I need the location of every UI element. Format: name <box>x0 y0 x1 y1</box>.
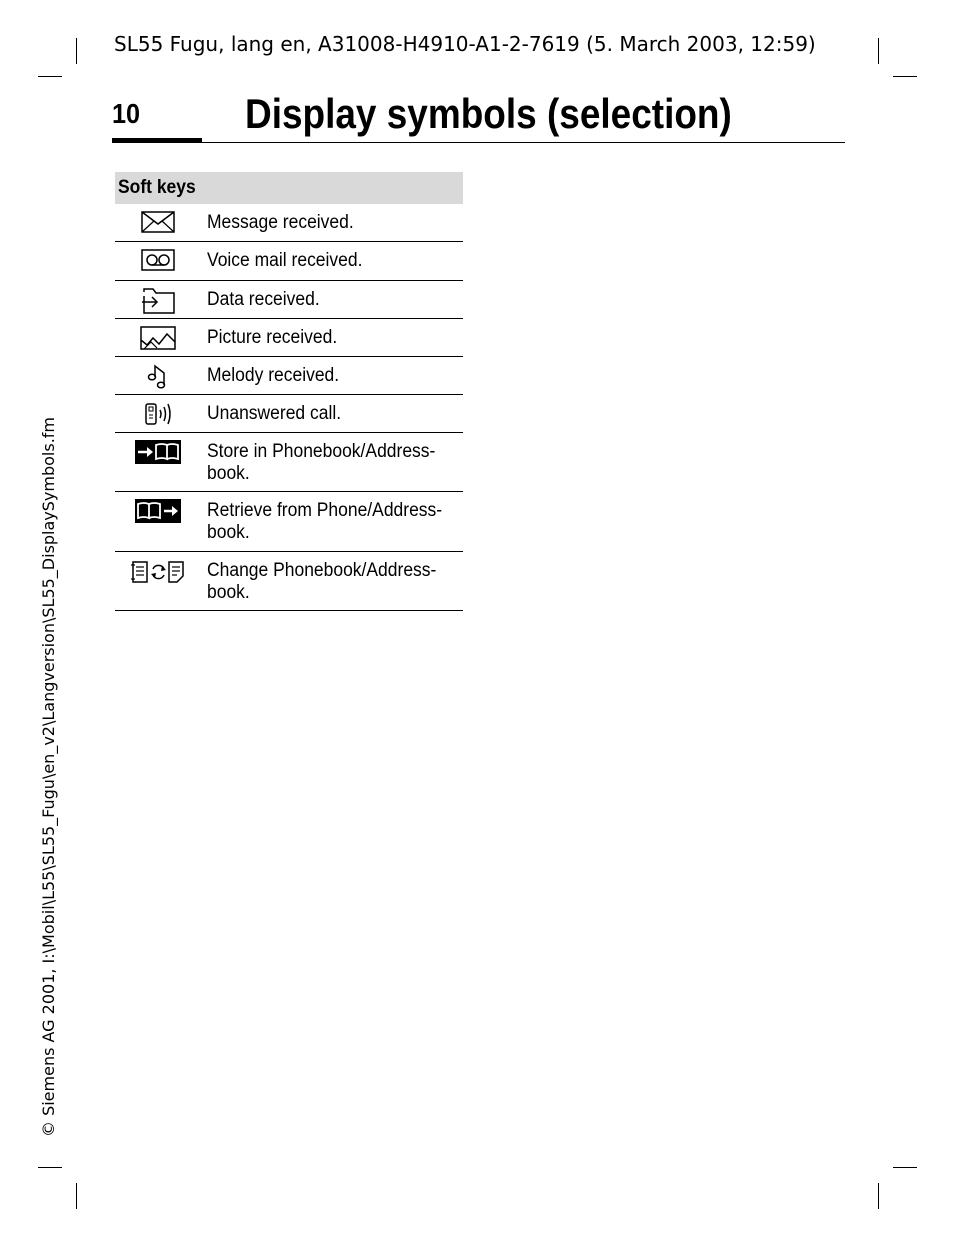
table-row <box>115 395 463 433</box>
table-row <box>115 281 463 319</box>
row-description: Data received. <box>207 289 320 310</box>
table-row <box>115 204 463 242</box>
change-phonebook-icon <box>115 552 201 585</box>
row-description: Message received. <box>207 212 354 233</box>
envelope-icon <box>115 204 201 233</box>
melody-icon <box>115 357 201 390</box>
row-description: Unanswered call. <box>207 403 342 424</box>
crop-mark <box>38 1167 62 1168</box>
row-description: Retrieve from Phone/Address- book. <box>207 500 443 543</box>
row-description: Voice mail received. <box>207 250 363 271</box>
table-row <box>115 319 463 357</box>
page-number: 10 <box>112 98 141 129</box>
running-header: SL55 Fugu, lang en, A31008-H4910-A1-2-7619 (5. March 2003, 12:59) <box>114 32 816 56</box>
table-header <box>115 172 463 204</box>
crop-mark <box>76 38 77 64</box>
table-row <box>115 492 463 552</box>
row-description: Melody received. <box>207 365 340 386</box>
crop-mark <box>893 1167 917 1168</box>
retrieve-phonebook-icon <box>115 492 201 523</box>
unanswered-call-icon <box>115 395 201 426</box>
row-description: Picture received. <box>207 327 338 348</box>
picture-icon <box>115 319 201 350</box>
table-row <box>115 552 463 611</box>
crop-mark <box>893 76 917 77</box>
title-rule <box>202 142 845 143</box>
side-file-path: © Siemens AG 2001, I:\Mobil\L55\SL55_Fugu\en_v2\Langversion\SL55_DisplaySymbols.fm <box>39 416 58 1137</box>
row-description: Store in Phonebook/Address- book. <box>207 441 436 484</box>
page-title: Display symbols (selection) <box>245 90 732 137</box>
voicemail-icon <box>115 242 201 271</box>
table-row <box>115 242 463 281</box>
table-row <box>115 433 463 492</box>
crop-mark <box>38 76 62 77</box>
crop-mark <box>76 1183 77 1209</box>
soft-keys-table <box>115 172 463 611</box>
store-phonebook-icon <box>115 433 201 464</box>
crop-mark <box>878 38 879 64</box>
row-description: Change Phonebook/Address- book. <box>207 560 437 603</box>
table-row <box>115 357 463 395</box>
crop-mark <box>878 1183 879 1209</box>
page-number-underline <box>112 138 202 143</box>
table-header-label: Soft keys <box>118 177 196 198</box>
data-icon <box>115 281 201 314</box>
